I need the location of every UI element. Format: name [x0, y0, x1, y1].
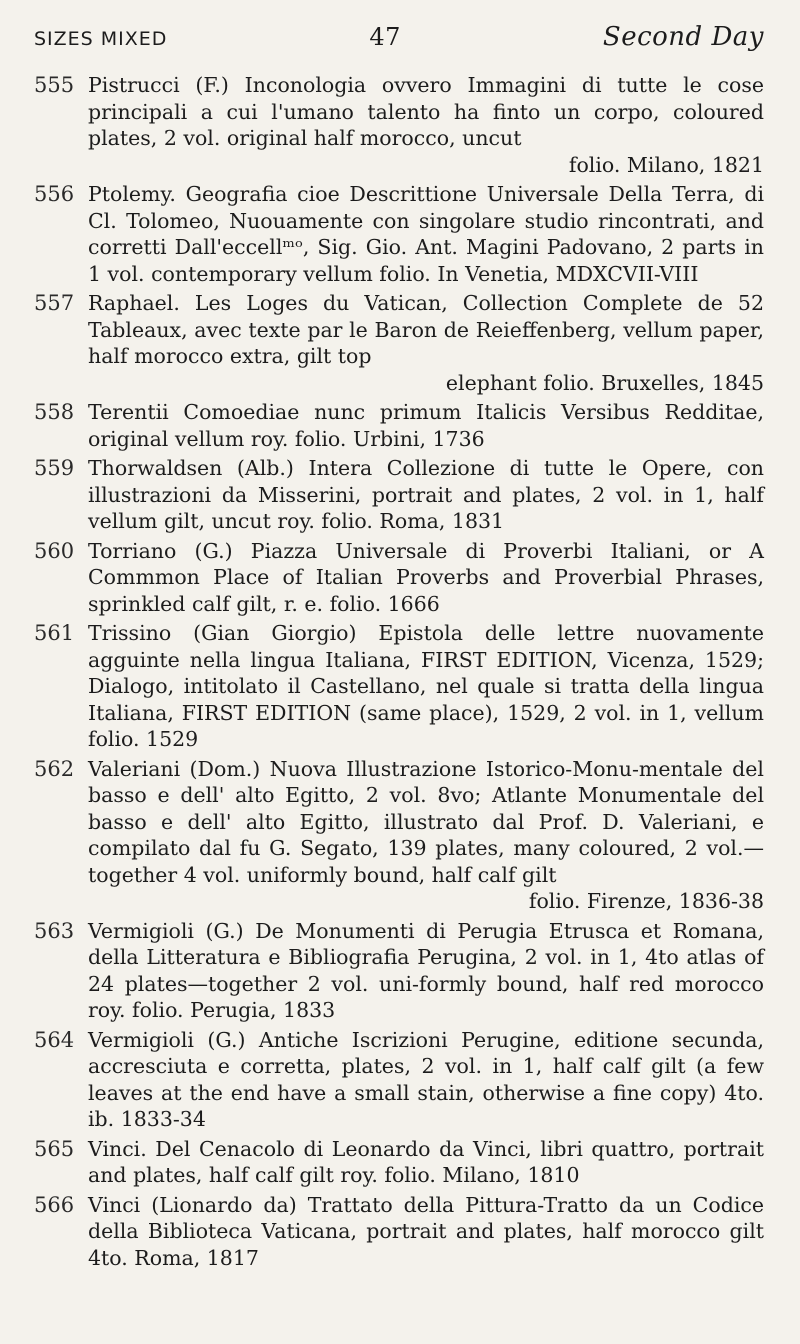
lot-number: 564 [34, 1027, 75, 1052]
lot-description: Terentii Comoediae nunc primum Italicis Versibus Redditae, original vellum roy. folio. Urbini, 1736 [88, 400, 764, 451]
lot-description: Raphael. Les Loges du Vatican, Collection Complete de 52 Tableaux, avec texte par le Baron de Reieffenberg, vellum paper, half morocco extra, gilt top [88, 291, 764, 368]
lot-entry [34, 455, 764, 535]
lot-description: Thorwaldsen (Alb.) Intera Collezione di tutte le Opere, con illustrazioni da Misserini, portrait and plates, 2 vol. in 1, half vellum gilt, uncut roy. folio. Roma, 1831 [88, 456, 764, 533]
lot-imprint: folio. Firenze, 1836-38 [528, 889, 764, 913]
lot-entry [34, 72, 764, 178]
lot-number: 555 [34, 73, 75, 97]
lot-number: 558 [34, 400, 75, 424]
lot-number: 561 [34, 621, 75, 645]
lot-description: Torriano (G.) Piazza Universale di Proverbi Italiani, or A Commmon Place of Italian Proverbs and Proverbial Phrases, sprinkled calf gilt, r. e. folio. 1666 [88, 538, 764, 616]
lot-entry [34, 290, 764, 396]
lot-description: Trissino (Gian Giorgio) Epistola delle lettre nuovamente agguinte nella lingua Italiana, FIRST EDITION, Vicenza, 1529; Dialogo, intitolato il Castellano, nel quale si tratta della lingua Italiana, FIRST EDITION (same place), 1529, 2 vol. in 1, vellum folio. 1529 [88, 621, 764, 751]
header-sale-day: Second Day [602, 22, 764, 52]
page-header [34, 22, 764, 52]
lot-description: Valeriani (Dom.) Nuova Illustrazione Istorico-Monu-mentale del basso e dell' alto Egitto, 2 vol. 8vo; Atlante Monumentale del basso e dell' alto Egitto, illustrato dal Prof. D. Valeriani, e compilato dal fu G. Segato, 139 plates, many coloured, 2 vol.— together 4 vol. uniformly bound, half calf gilt [88, 756, 764, 887]
lot-description: Vermigioli (G.) Antiche Iscrizioni Perugine, editione secunda, accresciuta e corretta, plates, 2 vol. in 1, half calf gilt (a few leaves at the end have a small stain, otherwise a fine copy) 4to. ib. 1833-34 [88, 1027, 764, 1131]
lot-entry [34, 538, 764, 618]
lot-entry [34, 1136, 764, 1189]
lot-entry [34, 1027, 764, 1133]
lot-number: 556 [34, 182, 75, 206]
lot-entry [34, 918, 764, 1024]
lot-number: 557 [34, 291, 75, 315]
lot-imprint: elephant folio. Bruxelles, 1845 [445, 370, 764, 395]
lot-description: Ptolemy. Geografia cioe Descrittione Universale Della Terra, di Cl. Tolomeo, Nuouamente con singolare studio rincontrati, and corretti Dall'eccellᵐᵒ, Sig. Gio. Ant. Magini Padovano, 2 parts in 1 vol. contemporary vellum folio. In Venetia, MDXCVII-VIII [88, 182, 764, 286]
lot-entry [34, 756, 764, 915]
lot-entry [34, 1192, 764, 1272]
lot-entry [34, 181, 764, 287]
header-section-title: SIZES MIXED [34, 28, 168, 50]
lot-description: Vinci (Lionardo da) Trattato della Pittura-Tratto da un Codice della Biblioteca Vaticana, portrait and plates, half morocco gilt 4to. Roma, 1817 [88, 1192, 764, 1270]
lot-description: Pistrucci (F.) Inconologia ovvero Immagini di tutte le cose principali a cui l'umano talento ha finto un corpo, coloured plates, 2 vol. original half morocco, uncut [88, 73, 764, 150]
lot-number: 562 [34, 756, 75, 781]
lot-number: 566 [34, 1192, 75, 1217]
lot-number: 559 [34, 456, 75, 480]
page-number: 47 [369, 23, 401, 51]
lot-number: 563 [34, 918, 75, 943]
lot-number: 560 [34, 538, 75, 563]
lot-description: Vermigioli (G.) De Monumenti di Perugia Etrusca et Romana, della Litteratura e Bibliografia Perugina, 2 vol. in 1, 4to atlas of 24 plates—together 2 vol. uni-formly bound, half red morocco roy. folio. Perugia, 1833 [88, 918, 764, 1022]
lot-entry [34, 399, 764, 452]
lot-list [34, 72, 764, 1271]
lot-imprint: folio. Milano, 1821 [568, 152, 764, 177]
lot-entry [34, 620, 764, 753]
lot-description: Vinci. Del Cenacolo di Leonardo da Vinci, libri quattro, portrait and plates, half calf gilt roy. folio. Milano, 1810 [88, 1136, 764, 1187]
lot-number: 565 [34, 1136, 75, 1161]
